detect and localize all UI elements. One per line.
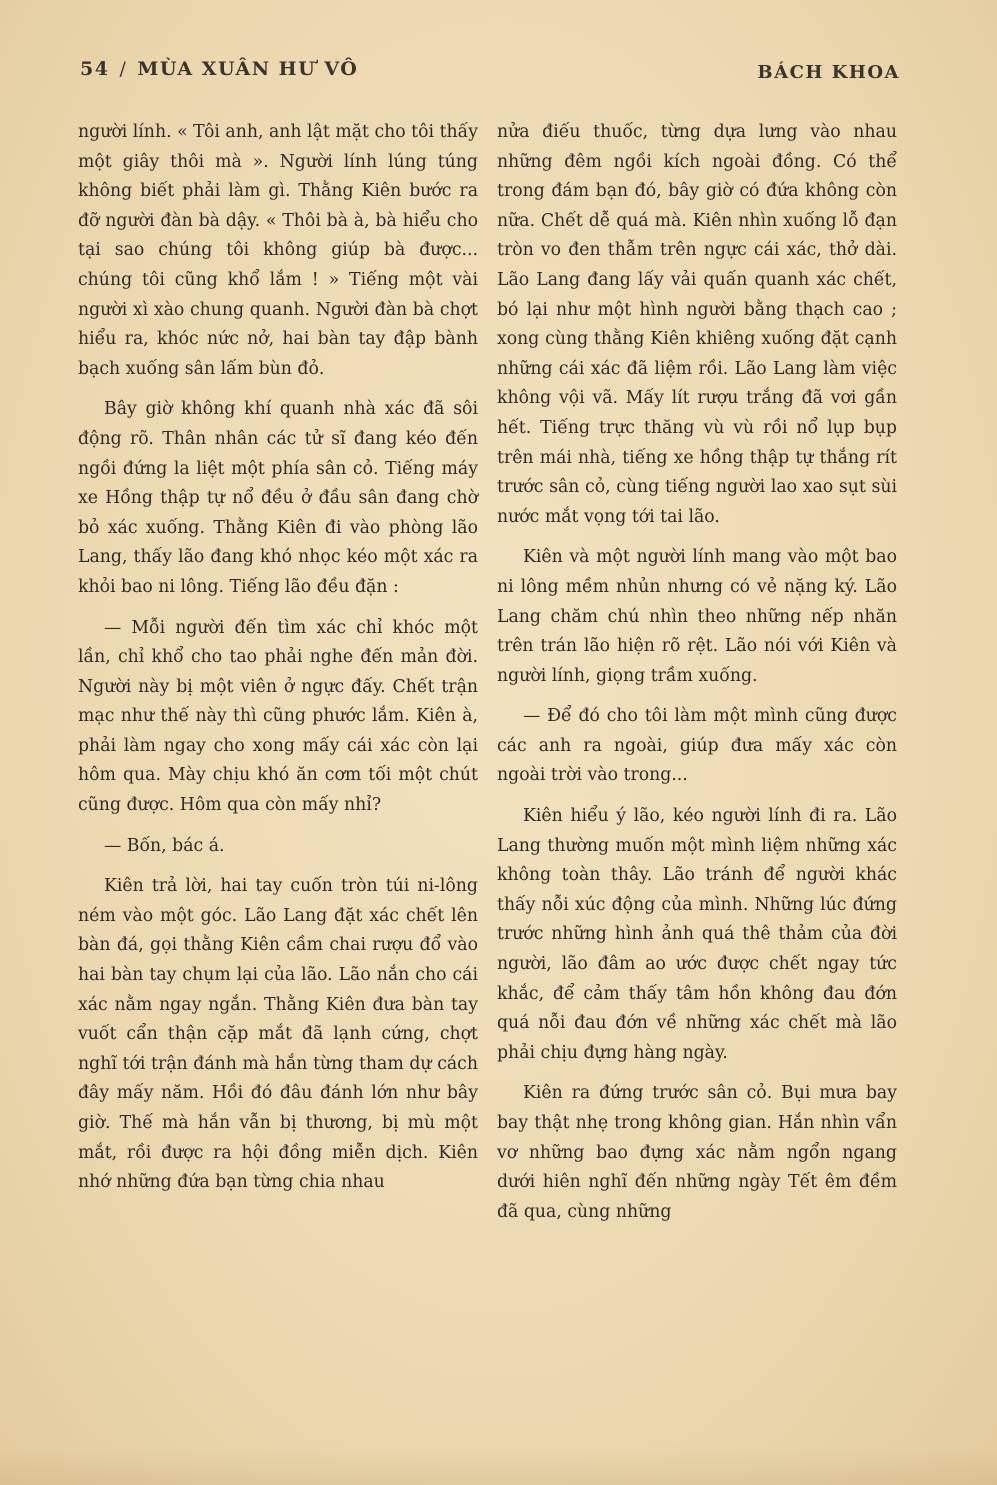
page-edge-shading <box>0 1445 997 1485</box>
paragraph: Kiên trả lời, hai tay cuốn tròn túi ni-lông ném vào một góc. Lão Lang đặt xác chết lên bàn đá, gọi thằng Kiên cầm chai rượu đổ vào hai bàn tay chụm lại của lão. Lão nắn cho cái xác nằm ngay ngắn. Thằng Kiên đưa bàn tay vuốt cẩn thận cặp mắt đã lạnh cứng, chợt nghĩ tới trận đánh mà hắn từng tham dự cách đây mấy năm. Hồi đó đâu đánh lớn như bây giờ. Thế mà hắn vẫn bị thương, bị mù một mắt, rồi được ra hội đồng miễn dịch. Kiên nhớ những đứa bạn từng chia nhau <box>78 876 478 1193</box>
page-number: 54 <box>80 58 110 80</box>
header-left <box>80 58 358 80</box>
dialogue-paragraph: — Để đó cho tôi làm một mình cũng được các anh ra ngoài, giúp đưa mấy xác còn ngoài trời vào trong... <box>497 706 897 786</box>
dialogue-paragraph: — Mỗi người đến tìm xác chỉ khóc một lần, chỉ khổ cho tao phải nghe đến mản đời. Người này bị một viên ở ngực đấy. Chết trận mạc như thế này thì cũng phước lắm. Kiên à, phải làm ngay cho xong mấy cái xác còn lại hôm qua. Mày chịu khó ăn cơm tối một chút cũng được. Hôm qua còn mấy nhỉ? <box>78 617 478 816</box>
left-column <box>78 118 478 1209</box>
paragraph: nửa điếu thuốc, từng dựa lưng vào nhau những đêm ngồi kích ngoài đồng. Có thể trong đám bạn đó, bây giờ có đứa không còn nữa. Chết dễ quá mà. Kiên nhìn xuống lỗ đạn tròn vo đen thẫm trên ngực cái xác, thở dài. Lão Lang đang lấy vải quấn quanh xác chết, bó lại như một hình người bằng thạch cao ; xong cùng thằng Kiên khiêng xuống đặt cạnh những cái xác đã liệm rồi. Lão Lang làm việc không vội vã. Mấy lít rượu trắng đã vơi gần hết. Tiếng trực thăng vù vù rồi nổ lụp bụp trên mái nhà, tiếng xe hồng thập tự thắng rít trước sân cỏ, cùng tiếng người lao xao sụt sùi nước mắt vọng tới tai lão. <box>497 122 897 527</box>
magazine-name: BÁCH KHOA <box>757 62 900 83</box>
paragraph: người lính. « Tôi anh, anh lật mặt cho tôi thấy một giây thôi mà ». Người lính lúng túng không biết phải làm gì. Thằng Kiên bước ra đỡ người đàn bà dậy. « Thôi bà à, bà hiểu cho tại sao chúng tôi không giúp bà được... chúng tôi cũng khổ lắm ! » Tiếng một vài người xì xào chung quanh. Người đàn bà chợt hiểu ra, khóc nức nở, hai bàn tay đập bành bạch xuống sân lấm bùn đỏ. <box>78 122 478 379</box>
right-column <box>497 118 897 1238</box>
page-header <box>80 58 900 88</box>
running-title: MÙA XUÂN HƯ VÔ <box>137 58 359 80</box>
header-separator: / <box>119 58 128 80</box>
paragraph: Kiên ra đứng trước sân cỏ. Bụi mưa bay bay thật nhẹ trong không gian. Hắn nhìn vẩn vơ những bao đựng xác nằm ngổn ngang dưới hiên nghĩ đến những ngày Tết êm đềm đã qua, cùng những <box>497 1083 897 1222</box>
paragraph: Kiên và một người lính mang vào một bao ni lông mềm nhủn nhưng có vẻ nặng ký. Lão Lang chăm chú nhìn theo những nếp nhăn trên trán lão hiện rõ rệt. Lão nói với Kiên và người lính, giọng trầm xuống. <box>497 547 897 686</box>
paragraph: Kiên hiểu ý lão, kéo người lính đi ra. Lão Lang thường muốn một mình liệm những xác không toàn thây. Lão tránh để người khác thấy nỗi xúc động của mình. Những lúc đứng trước những hình ảnh quá thê thảm của đời người, lão đâm ao ước được chết ngay tức khắc, để cảm thấy tâm hồn không đau đớn quá nỗi đau đớn về những xác chết mà lão phải chịu đựng hàng ngày. <box>497 806 897 1063</box>
dialogue-paragraph: — Bốn, bác á. <box>104 835 225 856</box>
paragraph: Bây giờ không khí quanh nhà xác đã sôi động rõ. Thân nhân các tử sĩ đang kéo đến ngồi đứng la liệt một phía sân cỏ. Tiếng máy xe Hồng thập tự nổ đều ở đầu sân đang chờ bỏ xác xuống. Thằng Kiên đi vào phòng lão Lang, thấy lão đang khó nhọc kéo một xác ra khỏi bao ni lông. Tiếng lão đều đặn : <box>78 399 478 597</box>
